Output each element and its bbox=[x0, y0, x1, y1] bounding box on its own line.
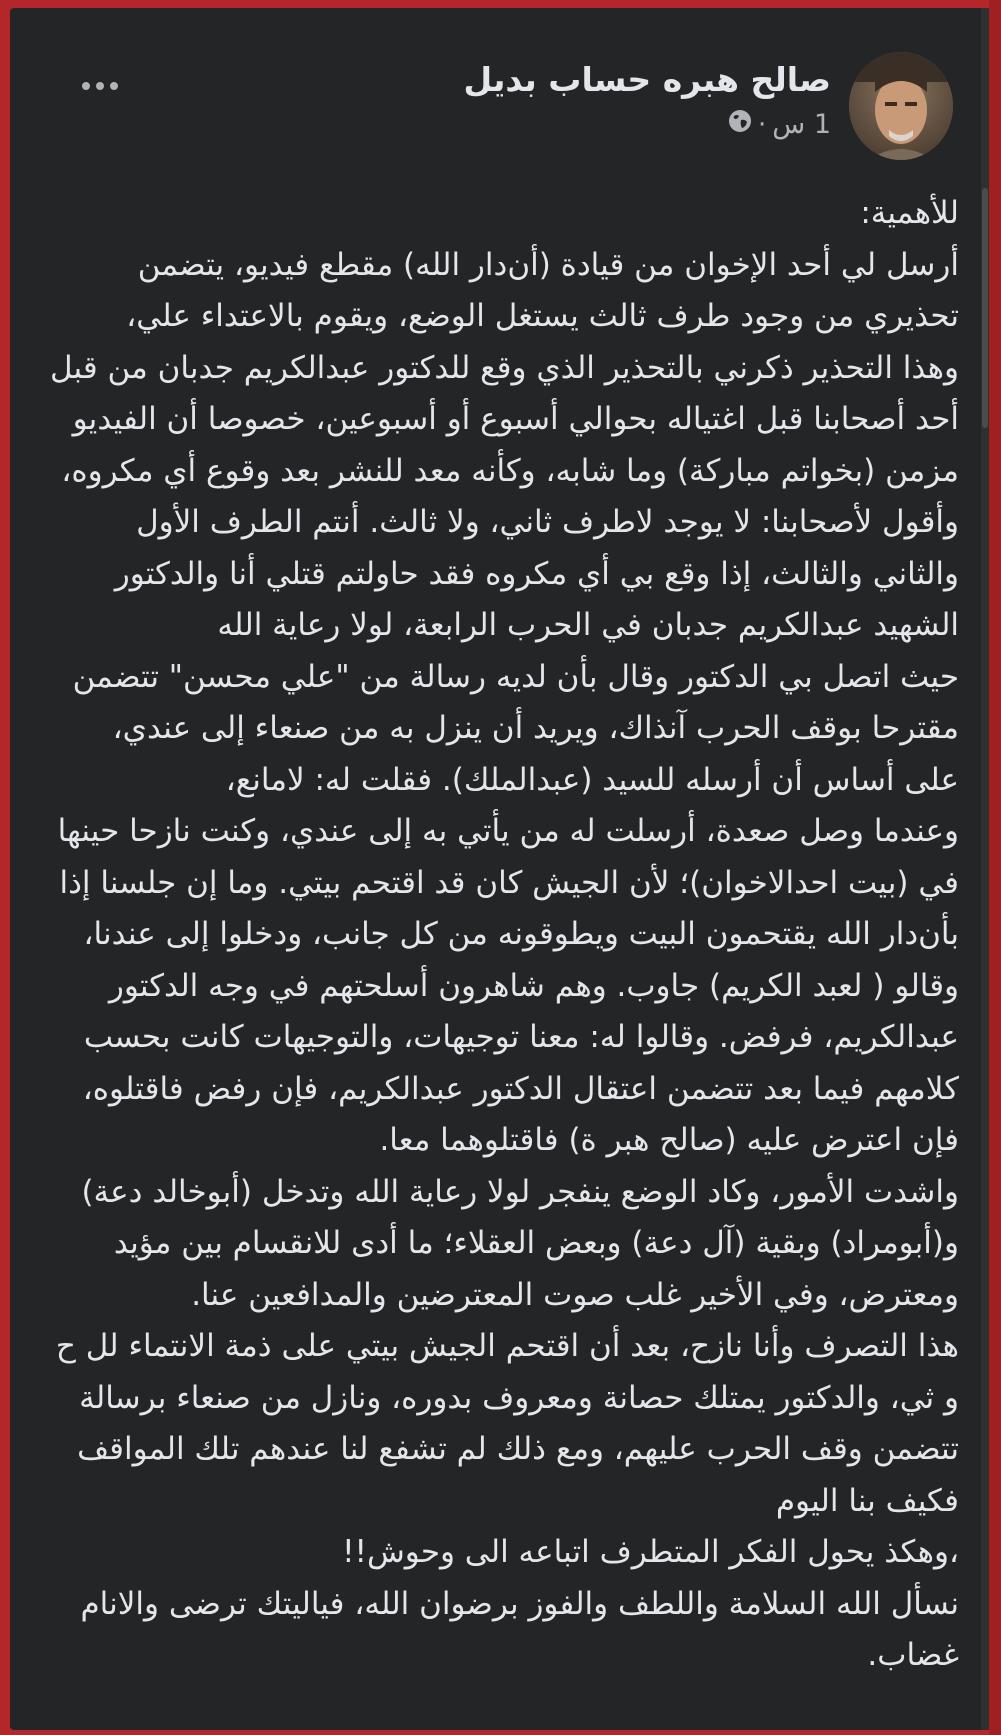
paragraph: هذا التصرف وأنا نازح، بعد أن اقتحم الجيش بيتي على ذمة الانتماء لل ح و ثي، والدكتور يمتلك حصانة ومعروف بدوره، ونازل من صنعاء برسالة تتضمن وقف الحرب عليهم، ومع ذلك لم تشفع لنا عندهم تلك المواقف فكيف بنا اليوم bbox=[55, 1328, 959, 1519]
paragraph: للأهمية: bbox=[860, 195, 959, 231]
author-block bbox=[464, 58, 832, 144]
paragraph: حيث اتصل بي الدكتور وقال بأن لديه رسالة من "علي محسن" تتضمن مقترحا بوقف الحرب آنذاك، ويريد أن ينزل به من صنعاء إلى عندي، على أساس أن أرسله للسيد (عبدالملك). فقلت له: لامانع، bbox=[72, 658, 959, 798]
dot bbox=[110, 82, 118, 90]
post-text bbox=[50, 188, 959, 1682]
background-border bbox=[989, 0, 1001, 1735]
avatar-photo-icon bbox=[849, 52, 953, 160]
paragraph: أرسل لي أحد الإخوان من قيادة (أن‌دار الله) مقطع فيديو، يتضمن تحذيري من وجود طرف ثالث يستغل الوضع، ويقوم بالاعتداء علي، bbox=[126, 246, 959, 334]
post-time[interactable]: 1 س bbox=[772, 109, 831, 140]
dot bbox=[96, 82, 104, 90]
paragraph: وهذا التحذير ذكرني بالتحذير الذي وقع للدكتور عبدالكريم جدبان من قبل أحد أصحابنا قبل اغتياله بحوالي أسبوع أو أسبوعين، خصوصا أن الفيديو مزمن (بخواتم مباركة) وما شابه، وكأنه معد للنشر بعد وقوع أي مكروه، وأقول لأصحابنا: لا يوجد لاطرف ثاني، ولا ثالث. أنتم الطرف الأول والثاني والثالث، إذا وقع بي أي مكروه فقد حاولتم قتلي أنا والدكتور الشهيد عبدالكريم جدبان في الحرب الرابعة، لولا رعاية الله bbox=[50, 349, 959, 643]
post-header bbox=[26, 48, 973, 168]
paragraph: وعندما وصل صعدة، أرسلت له من يأتي به إلى عندي، وكنت نازحا حينها في (بيت احدالاخوان)؛ لأن الجيش كان قد اقتحم بيتي. وما إن جلسنا إذا بأن‌دار الله يقتحمون البيت ويطوقونه من كل جانب، ودخلوا إلى عندنا، وقالو ( لعبد الكريم) جاوب. وهم شاهرون أسلحتهم في وجه الدكتور عبدالكريم، فرفض. وقالوا له: معنا توجيهات، والتوجيهات كانت بحسب كلامهم فيما بعد تتضمن اعتقال الدكتور عبدالكريم، فإن رفض فاقتلوه، فإن اعترض عليه (صالح هبر ة) فاقتلوهما معا. bbox=[57, 813, 959, 1158]
dot bbox=[82, 82, 90, 90]
paragraph: ،وهكذ يحول الفكر المتطرف اتباعه الى وحوش!! bbox=[342, 1534, 959, 1570]
author-name[interactable]: صالح هبره حساب بديل bbox=[463, 60, 831, 99]
paragraph: واشدت الأمور، وكاد الوضع ينفجر لولا رعاية الله وتدخل (أبوخالد دعة) و(أبومراد) وبقية (آل دعة) وبعض العقلاء؛ ما أدى للانقسام بين مؤيد ومعترض، وفي الأخير غلب صوت المعترضين والمدافعين عنا. bbox=[81, 1173, 959, 1313]
post-meta bbox=[464, 106, 832, 144]
meta-separator: · bbox=[758, 110, 767, 140]
avatar[interactable] bbox=[849, 52, 953, 160]
scrollbar-thumb[interactable] bbox=[982, 188, 988, 428]
scrollbar[interactable] bbox=[981, 8, 989, 1730]
post-card bbox=[10, 8, 989, 1730]
globe-icon[interactable] bbox=[728, 106, 752, 144]
more-dots-icon[interactable] bbox=[76, 68, 124, 104]
paragraph: نسأل الله السلامة واللطف والفوز برضوان الله، فياليتك ترضى والانام غضاب. bbox=[80, 1585, 959, 1673]
